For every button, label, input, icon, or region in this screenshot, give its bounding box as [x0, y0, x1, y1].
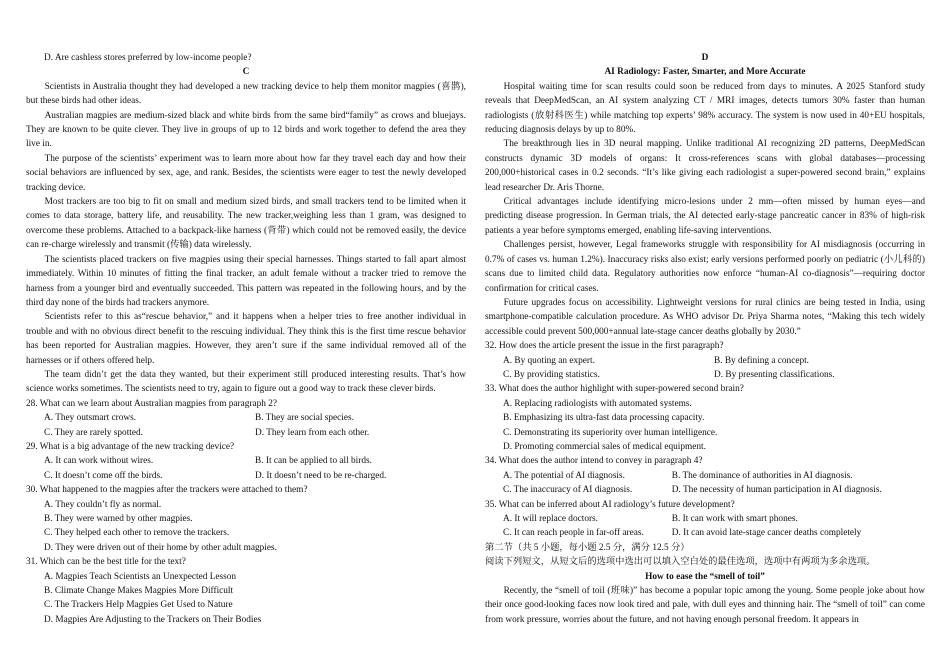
- passage-c-paragraph: The scientists placed trackers on five magpies using their special harnesses. Things started to fall apart almost immediately. Within 10 minutes of fitting the final tracker, an adult female without a tracker tried to remove the harness from a younger bird and eventually succeeded. This pattern was repeated in the following hours, and by the third day none of the birds had trackers anymore.: [26, 254, 466, 308]
- answer-option[interactable]: C. They helped each other to remove the trackers.: [44, 528, 230, 539]
- answer-option[interactable]: A. They outsmart crows.: [44, 413, 137, 424]
- passage-d-paragraph: The breakthrough lies in 3D neural mapping. Unlike traditional AI recognizing 2D patterns, DeepMedScan constructs dynamic 3D models of organs: It cross-references scans with global databases—processing 200,000+historical cases in 0.2 seconds. “It’s like giving each radiologist a super-powered second brain,” explains lead researcher Dr. Aris Thorne.: [485, 139, 925, 193]
- answer-option[interactable]: B. Climate Change Makes Magpies More Difficult: [44, 586, 234, 597]
- answer-option[interactable]: B. By defining a concept.: [714, 355, 810, 366]
- question-28-stem: 28. What can we learn about Australian magpies from paragraph 2?: [26, 398, 278, 409]
- question-28-options: [26, 411, 466, 440]
- answer-option[interactable]: A. It will replace doctors.: [503, 514, 599, 524]
- answer-option[interactable]: A. The potential of AI diagnosis.: [503, 470, 625, 481]
- question-33-options: [485, 397, 925, 455]
- answer-option[interactable]: D. By presenting classifications.: [714, 369, 835, 380]
- answer-option[interactable]: C. Demonstrating its superiority over human intelligence.: [503, 427, 718, 438]
- question-31-stem: 31. Which can be the best title for the text?: [26, 557, 186, 568]
- answer-option[interactable]: D. Promoting commercial sales of medical equipment.: [503, 441, 706, 452]
- section-2-header: 第二节（共 5 小题，每小题 2.5 分，满分 12.5 分）: [485, 542, 690, 553]
- answer-option[interactable]: B. It can work with smart phones.: [671, 514, 798, 524]
- question-33-stem: 33. What does the author highlight with super-powered second brain?: [485, 384, 744, 395]
- answer-option[interactable]: D. It can avoid late-stage cancer deaths completely: [671, 528, 862, 539]
- answer-option[interactable]: A. They couldn’t fly as normal.: [44, 499, 162, 510]
- question-31-options: [26, 570, 466, 628]
- passage-c-paragraph: The purpose of the scientists’ experiment was to learn more about how far they travel each day and how their social behaviors are influenced by sex, age, and rank. Besides, the scientists were eager to test the newly developed tracking device.: [26, 153, 466, 193]
- question-34-stem: 34. What does the author intend to convey in paragraph 4?: [485, 456, 703, 467]
- answer-option[interactable]: B. The dominance of authorities in AI diagnosis.: [671, 470, 853, 481]
- answer-option[interactable]: D. The necessity of human participation in AI diagnosis.: [671, 485, 882, 496]
- passage-d-title: AI Radiology: Faster, Smarter, and More Accurate: [604, 67, 806, 78]
- passage-paragraph: Recently, the “smell of toil (班味)” has become a popular topic among the young. Some people joke about how their once good-looking faces now look tired and pale, with dull eyes and thinning hair. The “smell of toil” can come from work pressure, worries about the future, and not having enough personal freedom. It appears in: [485, 586, 925, 625]
- question-30-options: [26, 498, 466, 556]
- passage-c-paragraph: Australian magpies are medium-sized black and white birds from the same bird“family” as crows and bluejays. They are known to be quite clever. They live in groups of up to 12 birds and work together to defend the area they live in.: [26, 110, 466, 150]
- section-2-instructions: 阅读下列短文，从短文后的选项中选出可以填入空白处的最佳选项，选项中有两项为多余选项。: [485, 557, 876, 568]
- passage-d-paragraph: Hospital waiting time for scan results could soon be reduced from days to minutes. A 2025 Stanford study reveals that DeepMedScan, an AI system analyzing CT / MRI images, detects tumors 30% faster than human radiologists (放射科医生) while matching top experts’ 98% accuracy. The system is now used in 40+EU hospitals, reducing diagnosis delays by up to 80%.: [485, 81, 925, 136]
- answer-option[interactable]: C. They are rarely spotted.: [44, 427, 143, 438]
- answer-option[interactable]: A. Magpies Teach Scientists an Unexpected Lesson: [44, 571, 237, 582]
- passage-d-paragraph: Challenges persist, however, Legal frameworks struggle with responsibility for AI misdiagnosis (occurring in 0.7% of cases vs. human 1.2%). Inaccuracy risks also exist; early versions performed poorly on pediatric (小儿科的) scans due to limited child data. Regulatory authorities now enforce “human-AI co-diagnosis”—requiring doctor confirmation for critical cases.: [485, 240, 925, 294]
- passage-c-paragraph: Scientists refer to this as“rescue behavior,” and it happens when a helper tries to free another individual in trouble and with no obvious direct benefit to the rescuing individual. They think this is the first time rescue behavior has been reported for Australian magpies. However, they aren’t sure if the same individual removed all of the harnesses or if others offered help.: [26, 312, 466, 366]
- passage-d-paragraph: Future upgrades focus on accessibility. Lightweight versions for rural clinics are being tested in India, using smartphone-compatible calculation procedure. As WHO advisor Dr. Priya Sharma notes, “Making this tech widely accessible could prevent 500,000+annual late-stage cancer deaths globally by 2030.”: [485, 297, 925, 337]
- answer-option[interactable]: D. It doesn’t need to be re-charged.: [255, 470, 387, 481]
- answer-option[interactable]: A. By quoting an expert.: [503, 355, 595, 366]
- right-column: [485, 51, 925, 627]
- answer-option[interactable]: A. It can work without wires.: [44, 456, 154, 467]
- answer-option[interactable]: C. It doesn’t come off the birds.: [44, 470, 163, 481]
- answer-option[interactable]: B. They were warned by other magpies.: [44, 514, 193, 524]
- passage-c-paragraph: The team didn’t get the data they wanted, but their experiment still produced interesting results. That’s how science works sometimes. The scientists need to try, again to figure out a good way to track these clever birds.: [26, 369, 466, 395]
- answer-option[interactable]: A. Replacing radiologists with automated systems.: [503, 398, 692, 409]
- section-letter-c: C: [242, 67, 250, 78]
- question-32-options: [485, 354, 925, 383]
- question-35-options: [485, 512, 925, 541]
- question-30-stem: 30. What happened to the magpies after the trackers were attached to them?: [26, 485, 308, 496]
- answer-option[interactable]: D. Magpies Are Adjusting to the Trackers on Their Bodies: [44, 614, 262, 625]
- passage-c-paragraph: Scientists in Australia thought they had developed a new tracking device to help them monitor magpies (喜鹊), but these birds had other ideas.: [26, 81, 466, 107]
- passage-title: How to ease the “smell of toil”: [645, 571, 765, 582]
- answer-option[interactable]: B. It can be applied to all birds.: [255, 456, 372, 467]
- answer-option[interactable]: D. They were driven out of their home by other adult magpies.: [44, 542, 277, 553]
- previous-question-option: D. Are cashless stores preferred by low-income people?: [44, 53, 252, 63]
- section-letter-d: D: [701, 53, 709, 63]
- question-29-stem: 29. What is a big advantage of the new tracking device?: [26, 441, 235, 452]
- answer-option[interactable]: C. By providing statistics.: [503, 369, 600, 380]
- question-35-stem: 35. What can be inferred about AI radiology’s future development?: [485, 499, 735, 510]
- question-32-stem: 32. How does the article present the issue in the first paragraph?: [485, 341, 724, 352]
- answer-option[interactable]: B. They are social species.: [255, 413, 354, 424]
- answer-option[interactable]: B. Emphasizing its ultra-fast data processing capacity.: [503, 413, 705, 424]
- answer-option[interactable]: C. The inaccuracy of AI diagnosis.: [503, 485, 633, 496]
- question-29-options: [26, 454, 466, 483]
- left-column: [26, 51, 466, 627]
- answer-option[interactable]: C. It can reach people in far-off areas.: [503, 528, 644, 539]
- question-34-options: [485, 469, 925, 498]
- answer-option[interactable]: D. They learn from each other.: [255, 427, 370, 438]
- passage-c-paragraph: Most trackers are too big to fit on small and medium sized birds, and small trackers tend to be limited when it comes to data storage, battery life, and reusability. The new tracker,weighing less than 1 gram, was designed to overcome these problems. Attached to a backpack-like harness (背带) which could not be removed easily, the device can re-charge wirelessly and transmit (传输) data wirelessly.: [26, 197, 466, 251]
- answer-option[interactable]: C. The Trackers Help Magpies Get Used to Nature: [44, 600, 233, 611]
- passage-d-paragraph: Critical advantages include identifying micro-lesions under 2 mm—often missed by human eyes—and predicting disease progression. In German trials, the AI detected early-stage pancreatic cancer in 83% of high-risk patients a year before symptoms emerged, enabling life-saving interventions.: [485, 197, 925, 236]
